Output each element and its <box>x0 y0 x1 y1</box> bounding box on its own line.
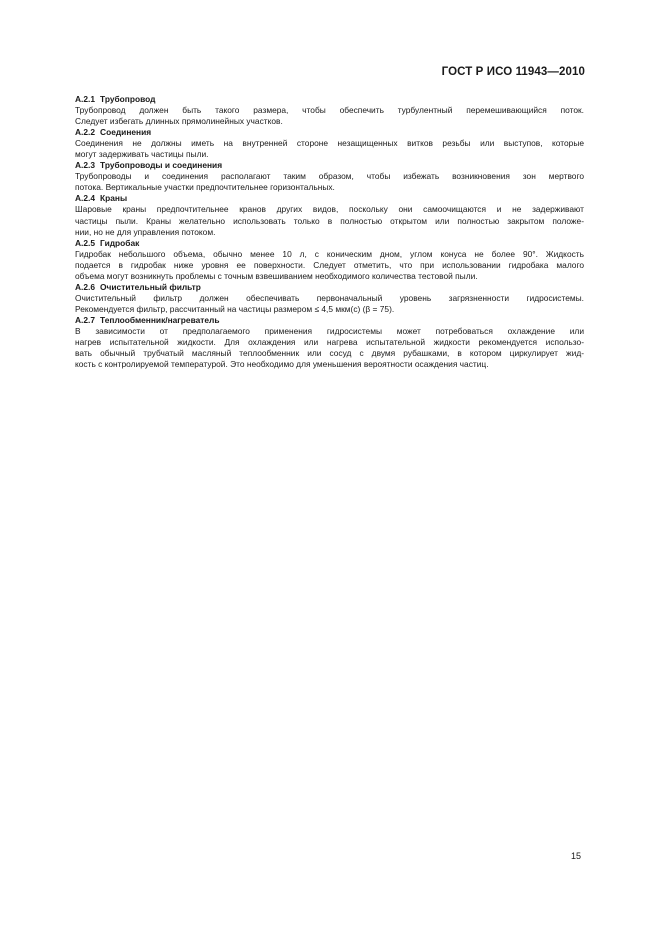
paragraph-line: нии, но не для управления потоком. <box>75 226 216 237</box>
paragraph-line: Рекомендуется фильтр, рассчитанный на частицы размером ≤ 4,5 мкм(с) (β = 75). <box>75 303 395 314</box>
paragraph-line: В зависимости от предполагаемого применения гидросистемы может потребоваться охлаждение или <box>75 325 584 336</box>
paragraph-line: потока. Вертикальные участки предпочтительнее горизонтальных. <box>75 182 335 193</box>
paragraph-line: Трубопровод должен быть такого размера, чтобы обеспечить турбулентный перемешивающийся поток. <box>75 105 584 116</box>
section-number: А.2.2 <box>75 127 96 138</box>
section-heading <box>75 315 584 326</box>
section <box>75 238 584 282</box>
section-heading <box>75 94 584 105</box>
section <box>75 315 584 370</box>
section-heading <box>75 193 584 204</box>
paragraph-line: могут задерживать частицы пыли. <box>75 149 209 160</box>
paragraph-line: Трубопроводы и соединения располагают таким образом, чтобы избежать возникновения зон мертвого <box>75 171 584 182</box>
section-paragraph <box>75 171 584 193</box>
section-number: А.2.4 <box>75 193 96 204</box>
section <box>75 94 584 127</box>
section-paragraph <box>75 293 584 315</box>
section-paragraph <box>75 204 584 237</box>
paragraph-line: частицы пыли. Краны желательно использовать только в полностью открытом или полностью закрытом положе- <box>75 215 584 226</box>
paragraph-line: Очистительный фильтр должен обеспечивать первоначальный уровень загрязненности гидросистемы. <box>75 292 584 303</box>
paragraph-line: Соединения не должны иметь на внутренней стороне незащищенных витков резьбы или выступов, которые <box>75 138 584 149</box>
section-title: Трубопроводы и соединения <box>100 160 223 171</box>
section <box>75 282 584 315</box>
paragraph-line: подается в гидробак ниже уровня ее поверхности. Следует отметить, что при использовании гидробака малого <box>75 259 584 270</box>
section-paragraph <box>75 326 584 370</box>
section-heading <box>75 282 584 293</box>
section <box>75 160 584 193</box>
document-body <box>75 94 584 370</box>
section-heading <box>75 238 584 249</box>
section <box>75 127 584 160</box>
section-number: А.2.3 <box>75 160 96 171</box>
section-paragraph <box>75 138 584 160</box>
paragraph-line: объема могут возникнуть проблемы с точным взвешиванием необходимого количества тестовой пыли. <box>75 270 478 281</box>
section-number: А.2.5 <box>75 237 96 248</box>
section-heading <box>75 127 584 138</box>
section-title: Краны <box>100 193 128 204</box>
paragraph-line: Шаровые краны предпочтительнее кранов других видов, поскольку они самоочищаются и не задерживают <box>75 204 584 215</box>
section-paragraph <box>75 105 584 127</box>
paragraph-line: Следует избегать длинных прямолинейных участков. <box>75 116 283 127</box>
section-heading <box>75 160 584 171</box>
section <box>75 193 584 237</box>
section-title: Соединения <box>100 127 152 138</box>
section-number: А.2.1 <box>75 94 96 104</box>
section-number: А.2.7 <box>75 314 96 325</box>
section-title: Трубопровод <box>100 94 156 104</box>
section-title: Очистительный фильтр <box>100 281 201 292</box>
page-number: 15 <box>571 851 582 861</box>
section-number: А.2.6 <box>75 281 96 292</box>
paragraph-line: кость с контролируемой температурой. Это необходимо для уменьшения вероятности осаждения частиц. <box>75 359 489 370</box>
section-paragraph <box>75 249 584 282</box>
paragraph-line: вать обычный трубчатый масляный теплообменник или сосуд с двумя рубашками, в котором циркулирует жид- <box>75 348 584 359</box>
paragraph-line: Гидробак небольшого объема, обычно менее 10 л, с коническим дном, углом конуса не более 90°. Жидкость <box>75 248 584 259</box>
document-standard-header: ГОСТ Р ИСО 11943—2010 <box>441 66 585 78</box>
paragraph-line: нагрев испытательной жидкости. Для охлаждения или нагрева испытательной жидкости рекомендуется использо- <box>75 337 584 348</box>
section-title: Гидробак <box>100 237 140 248</box>
section-title: Теплообменник/нагреватель <box>100 314 220 325</box>
